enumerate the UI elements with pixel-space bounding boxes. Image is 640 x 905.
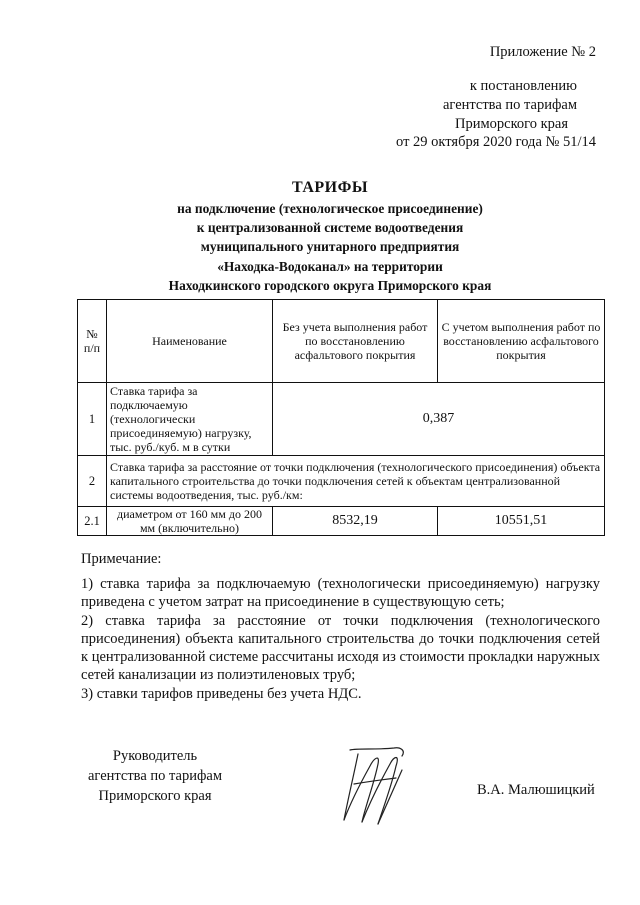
title-line: «Находка-Водоканал» на территории [217, 258, 443, 274]
table-row [78, 383, 605, 456]
document-title [80, 178, 580, 295]
header-name: Наименование [107, 300, 273, 383]
row-name: диаметром от 160 мм до 200 мм (включительно) [107, 507, 273, 536]
row-num: 1 [78, 383, 107, 456]
signatory-title [80, 746, 230, 806]
note-item: 1) ставка тарифа за подключаемую (технологически присоединяемую) нагрузку приведена с учетом затрат на присоединение в существующую сеть; [81, 576, 600, 611]
row-num: 2.1 [78, 507, 107, 536]
row-name: Ставка тарифа за подключаемую (технологически присоединяемую) нагрузку, тыс. руб./куб. м в сутки [107, 383, 273, 456]
appendix-number: Приложение № 2 [489, 44, 596, 60]
row-value-without: 8532,19 [273, 507, 438, 536]
title-line: на подключение (технологическое присоединение) [177, 201, 483, 216]
note-item: 2) ставка тарифа за расстояние от точки подключения (технологического присоединения) объекта капитального строительства до точки подключения сетей к централизованной системе рассчитаны исходя из стоимости прокладки наружных сетей канализации из полиэтиленовых труб; [81, 612, 600, 684]
header-without-asphalt: Без учета выполнения работ по восстановлению асфальтового покрытия [273, 300, 438, 383]
row-value: 0,387 [273, 383, 605, 456]
table-row [78, 507, 605, 536]
appendix-ref-line: агентства по тарифам [443, 97, 577, 113]
appendix-ref-line: к постановлению [469, 78, 577, 94]
appendix-ref-line: Приморского края [454, 116, 568, 132]
tariffs-table [77, 299, 605, 536]
row-num: 2 [78, 456, 107, 507]
title-line: к централизованной системе водоотведения [196, 220, 464, 236]
signatory-line: Руководитель [112, 748, 198, 764]
title-line: Находкинского городского округа Приморского края [168, 277, 492, 293]
handwritten-signature [336, 744, 416, 826]
row-name: Ставка тарифа за расстояние от точки подключения (технологического присоединения) объекта капитального строительства до точки подключения сетей к объектам централизованной системы водоотведения, тыс. руб./км: [107, 456, 605, 507]
table-row [78, 456, 605, 507]
title-heading: ТАРИФЫ [291, 179, 369, 196]
title-line: муниципального унитарного предприятия [200, 239, 460, 255]
notes-title: Примечание: [81, 551, 162, 567]
note-item: 3) ставки тарифов приведены без учета НДС. [81, 685, 362, 702]
table-header-row [78, 300, 605, 383]
row-value-with: 10551,51 [438, 507, 605, 536]
signatory-line: агентства по тарифам [88, 768, 222, 784]
appendix-ref-date: от 29 октября 2020 года № 51/14 [396, 134, 596, 150]
notes-block [81, 575, 600, 703]
signatory-name: В.А. Малюшицкий [477, 782, 595, 798]
header-num: № п/п [78, 300, 107, 383]
signatory-line: Приморского края [98, 788, 212, 804]
header-with-asphalt: С учетом выполнения работ по восстановлению асфальтового покрытия [438, 300, 605, 383]
